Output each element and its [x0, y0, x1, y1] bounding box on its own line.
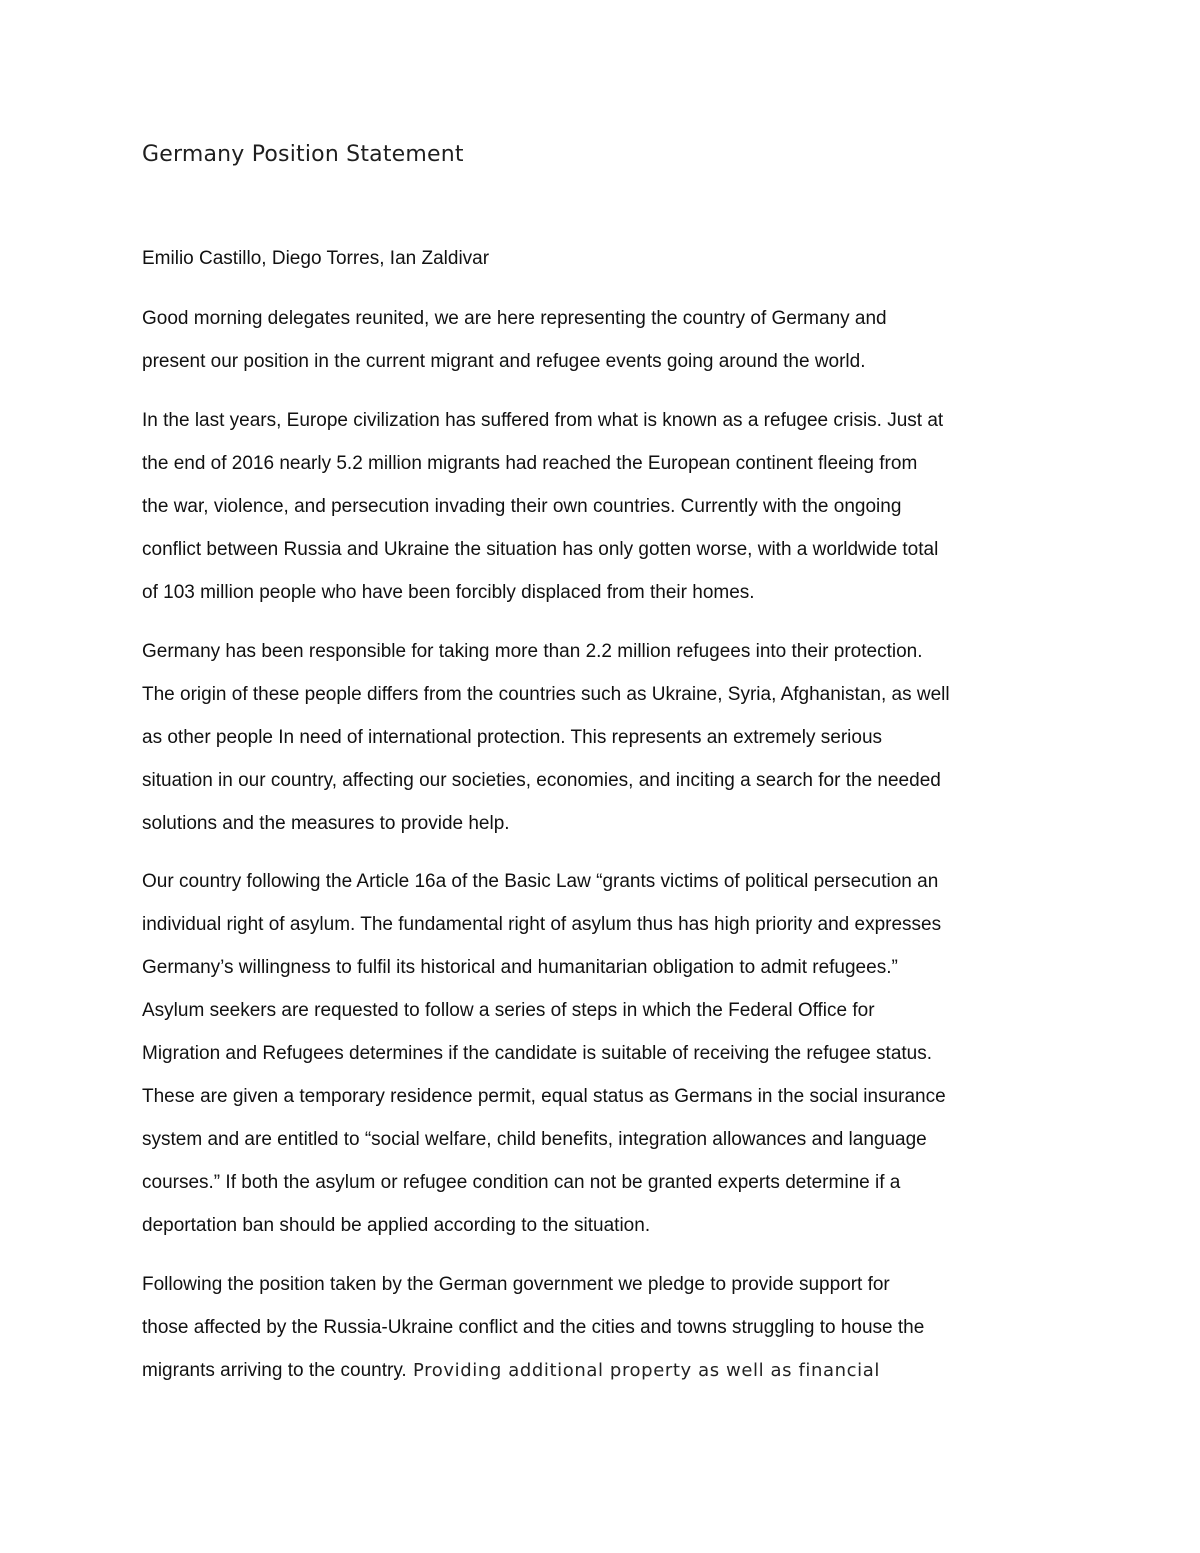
paragraph-line: Our country following the Article 16a of the Basic Law “grants victims of political persecution an [142, 871, 939, 892]
paragraph-line: Following the position taken by the German government we pledge to provide support for [142, 1274, 890, 1295]
paragraph-line-end: Providing additional property as well as financial [406, 1360, 880, 1381]
paragraph-line: situation in our country, affecting our societies, economies, and inciting a search for the needed [142, 770, 941, 791]
paragraph-line: as other people In need of international protection. This represents an extremely serious [142, 727, 883, 748]
paragraph-line: those affected by the Russia-Ukraine conflict and the cities and towns struggling to house the [142, 1317, 925, 1338]
paragraph-line: Asylum seekers are requested to follow a series of steps in which the Federal Office for [142, 1000, 875, 1021]
paragraph-line: Germany’s willingness to fulfil its historical and humanitarian obligation to admit refugees.” [142, 957, 898, 978]
paragraph-line: In the last years, Europe civilization has suffered from what is known as a refugee crisis. Just at [142, 410, 944, 431]
paragraph-line: Migration and Refugees determines if the candidate is suitable of receiving the refugee status. [142, 1043, 933, 1064]
paragraph-line: conflict between Russia and Ukraine the situation has only gotten worse, with a worldwide total [142, 539, 939, 560]
paragraph-line: individual right of asylum. The fundamental right of asylum thus has high priority and expresses [142, 914, 942, 935]
paragraph-line: deportation ban should be applied according to the situation. [142, 1215, 651, 1236]
paragraph-greeting [142, 297, 1072, 383]
paragraph-line: The origin of these people differs from the countries such as Ukraine, Syria, Afghanistan, as well [142, 684, 950, 705]
paragraph-line: Good morning delegates reunited, we are here representing the country of Germany and [142, 308, 887, 329]
document-authors: Emilio Castillo, Diego Torres, Ian Zaldivar [142, 248, 490, 269]
paragraph-line: system and are entitled to “social welfare, child benefits, integration allowances and language [142, 1129, 927, 1150]
paragraph-line: the end of 2016 nearly 5.2 million migrants had reached the European continent fleeing from [142, 453, 918, 474]
paragraph-line-start: migrants arriving to the country. [142, 1360, 407, 1381]
document-title: Germany Position Statement [142, 142, 464, 167]
paragraph-line: present our position in the current migrant and refugee events going around the world. [142, 351, 866, 372]
paragraph-line-mixed [142, 1349, 1072, 1392]
paragraph-pledge [142, 1263, 1072, 1392]
paragraph-line: of 103 million people who have been forcibly displaced from their homes. [142, 582, 755, 603]
paragraph-line: Germany has been responsible for taking more than 2.2 million refugees into their protection. [142, 641, 923, 662]
paragraph-line: the war, violence, and persecution invading their own countries. Currently with the ongoing [142, 496, 902, 517]
paragraph-refugee-crisis [142, 399, 1072, 614]
paragraph-germany-responsibility [142, 630, 1072, 845]
paragraph-line: solutions and the measures to provide help. [142, 813, 510, 834]
paragraph-asylum-law [142, 860, 1072, 1247]
paragraph-line: These are given a temporary residence permit, equal status as Germans in the social insurance [142, 1086, 946, 1107]
paragraph-line: courses.” If both the asylum or refugee condition can not be granted experts determine if a [142, 1172, 901, 1193]
